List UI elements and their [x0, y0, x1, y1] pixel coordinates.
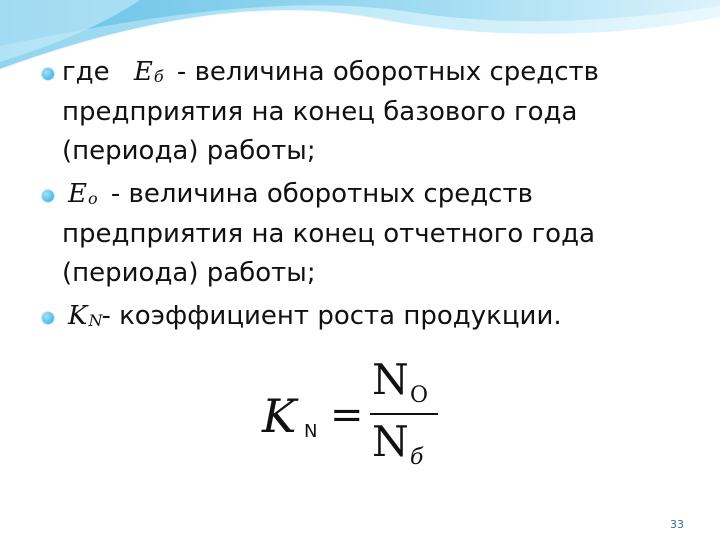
bullet-2-text-line-1: - величина оборотных средств	[110, 179, 533, 209]
bullet-3-text-line-1: - коэффициент роста продукции.	[101, 301, 562, 331]
bullet-dot-1	[42, 68, 54, 80]
bullet-3-symbol: K	[68, 301, 88, 331]
bullet-dot-3	[42, 312, 54, 324]
bullet-1-line-1	[62, 57, 599, 90]
bullet-2-subscript: o	[87, 189, 98, 208]
bullet-1-symbol: E	[133, 57, 153, 87]
bullet-1-text-line-1: - величина оборотных средств	[176, 57, 599, 87]
bullet-2-text-line-3: (периода) работы;	[62, 258, 316, 288]
formula-lhs-symbol: K	[262, 389, 297, 443]
bullet-1-text-line-2: предприятия на конец базового года	[62, 97, 578, 127]
bullet-1-subscript: б	[153, 67, 164, 86]
page-number: 33	[670, 518, 684, 531]
bullet-1-line-3	[62, 136, 316, 166]
formula-equals-sign: =	[330, 392, 364, 438]
bullet-3-subscript: N	[88, 311, 103, 330]
formula-denominator-subscript: б	[410, 445, 424, 470]
formula-fraction-bar	[370, 413, 438, 415]
bullet-1-prefix: где	[62, 57, 110, 87]
formula-denominator-symbol: N	[372, 417, 409, 466]
bullet-2-line-3	[62, 258, 316, 288]
bullet-1-text-line-3: (периода) работы;	[62, 136, 316, 166]
bullet-dot-2	[42, 190, 54, 202]
bullet-2-text-line-2: предприятия на конец отчетного года	[62, 219, 595, 249]
bullet-3-line-1	[62, 301, 562, 334]
formula-numerator-symbol: N	[372, 355, 409, 404]
bullet-2-line-2	[62, 219, 595, 249]
bullet-2-line-1	[62, 179, 533, 212]
formula-numerator-subscript: O	[410, 383, 429, 408]
formula-kn	[262, 355, 442, 475]
formula-lhs-subscript: N	[304, 421, 318, 442]
bullet-1-line-2	[62, 97, 577, 127]
bullet-2-symbol: E	[68, 179, 87, 209]
